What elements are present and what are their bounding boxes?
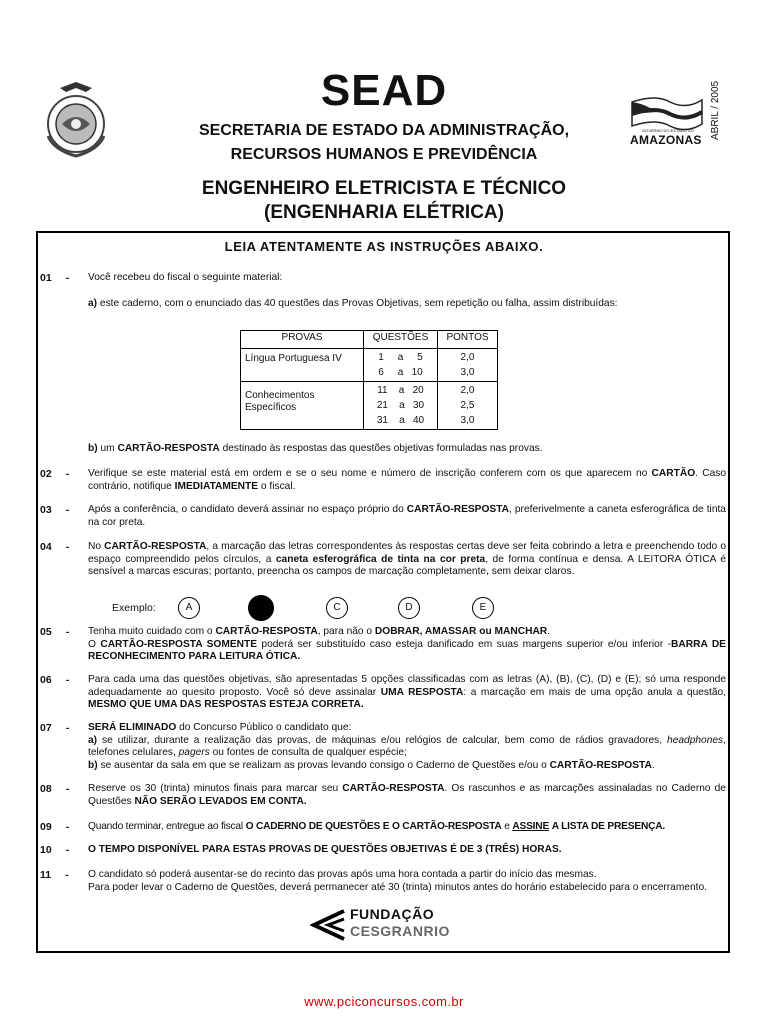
item-04-text: No CARTÃO-RESPOSTA, a marcação das letras correspondentes às respostas certas deve ser feita cobrindo a letra e preenchendo todo o espaço compreendido pelos círculos, a caneta esferográfica de tinta na cor preta, de forma contínua e densa. A LEITORA ÓTICA é sensível a marcas escuras; portanto, preencha os campos de marcação completamente, sem deixar claros. xyxy=(88,541,727,578)
exam-title-line1: ENGENHEIRO ELETRICISTA E TÉCNICO xyxy=(201,178,567,199)
header xyxy=(0,0,768,232)
org-acronym: SEAD xyxy=(320,66,448,115)
secretaria-line2: RECURSOS HUMANOS E PREVIDÊNCIA xyxy=(230,146,538,163)
table-cell-pontos: 2,0 2,5 3,0 xyxy=(438,382,498,430)
example-bubble-d: D xyxy=(398,597,420,619)
item-01a-text: este caderno, com o enunciado das 40 questões das Provas Objetivas, sem repetição ou falha, assim distribuídas: xyxy=(99,298,618,309)
footer-url[interactable]: www.pciconcursos.com.br xyxy=(304,994,464,1009)
table-cell-prova: Língua Portuguesa IV xyxy=(241,349,364,382)
table-header-pontos: PONTOS xyxy=(438,331,498,349)
item-01a-label: a) xyxy=(88,298,98,309)
example-label: Exemplo: xyxy=(112,602,156,614)
item-number-01: 01 - xyxy=(40,272,70,284)
item-01b: b) um CARTÃO-RESPOSTA destinado às respostas das questões objetivas formuladas nas provas. xyxy=(88,443,543,454)
item-11-text: O candidato só poderá ausentar-se do recinto das provas após uma hora contada a partir do início das mesmas. Para poder levar o Caderno de Questões, deverá permanecer até 30 (trinta) minutos antes do horário estabelecido para o encerramento. xyxy=(88,869,707,893)
item-number-10: 10 - xyxy=(40,844,70,856)
fundacao-name-line1: FUNDAÇÃO xyxy=(350,906,435,922)
secretaria-line1: SECRETARIA DE ESTADO DA ADMINISTRAÇÃO, xyxy=(198,122,570,139)
item-03-text: Após a conferência, o candidato deverá assinar no espaço próprio do CARTÃO-RESPOSTA, preferivelmente a caneta esferográfica de tinta na cor preta. xyxy=(88,504,726,528)
fundacao-logo-icon xyxy=(310,907,346,943)
item-number-04: 04 - xyxy=(40,541,70,553)
table-cell-questoes: 1 a 5 6 a 10 xyxy=(364,349,438,382)
table-cell-prova: Conhecimentos Específicos xyxy=(241,382,364,430)
fundacao-name-line2: CESGRANRIO xyxy=(350,923,450,939)
item-10-text: O TEMPO DISPONÍVEL PARA ESTAS PROVAS DE QUESTÕES OBJETIVAS É DE 3 (TRÊS) HORAS. xyxy=(88,844,562,855)
gov-state-name: AMAZONAS xyxy=(630,133,702,147)
example-bubble-a: A xyxy=(178,597,200,619)
item-02-text: Verifique se este material está em ordem e se o seu nome e número de inscrição conferem com os que aparecem no CARTÃO. Caso contrário, notifique IMEDIATAMENTE o fiscal. xyxy=(88,468,726,492)
item-07-text: SERÁ ELIMINADO do Concurso Público o candidato que: a) se utilizar, durante a realização das provas, de máquinas e/ou relógios de calcular, bem como de rádios gravadores, headphones, telefones celulares, pagers ou fontes de consulta de qualquer espécie; b) se ausentar da sala em que se realizam as provas levando consigo o Caderno de Questões e/ou o CARTÃO-RESPOSTA. xyxy=(88,722,726,771)
item-09-text: Quando terminar, entregue ao fiscal O CADERNO DE QUESTÕES E O CARTÃO-RESPOSTA e ASSINE A LISTA DE PRESENÇA. xyxy=(88,821,666,832)
item-number-05: 05 - xyxy=(40,626,70,638)
table-cell-pontos: 2,0 3,0 xyxy=(438,349,498,382)
item-number-02: 02 - xyxy=(40,468,70,480)
item-05-text: Tenha muito cuidado com o CARTÃO-RESPOSTA, para não o DOBRAR, AMASSAR ou MANCHAR. O CARTÃO-RESPOSTA SOMENTE poderá ser substituído caso esteja danificado em suas margens superior e/ou inferior -BARRA DE RECONHECIMENTO PARA LEITURA ÓTICA. xyxy=(88,626,726,663)
table-header-questoes: QUESTÕES xyxy=(364,331,438,349)
exam-date: ABRIL / 2005 xyxy=(710,80,721,140)
item-06-text: Para cada uma das questões objetivas, são apresentadas 5 opções classificadas com as letras (A), (B), (C), (D) e (E); só uma responde adequadamente ao quesito proposto. Você só deve assinalar UMA RESPOSTA: a marcação em mais de uma opção anula a questão, MESMO QUE UMA DAS RESPOSTAS ESTEJA CORRETA. xyxy=(88,674,726,711)
item-number-08: 08 - xyxy=(40,783,70,795)
item-01-text: Você recebeu do fiscal o seguinte material: xyxy=(88,272,283,283)
table-row xyxy=(241,349,498,382)
item-number-09: 09 - xyxy=(40,821,70,833)
item-01a xyxy=(88,298,726,311)
gov-label: GOVERNO DO ESTADO DO xyxy=(642,128,694,133)
exam-distribution-table xyxy=(240,330,498,430)
item-number-11: 11 - xyxy=(40,869,69,881)
item-number-07: 07 - xyxy=(40,722,70,734)
item-number-03: 03 - xyxy=(40,504,70,516)
example-bubble-e: E xyxy=(472,597,494,619)
exam-title-line2: (ENGENHARIA ELÉTRICA) xyxy=(264,202,504,223)
table-header-provas: PROVAS xyxy=(241,331,364,349)
table-cell-questoes: 11 a 20 21 a 30 31 a 40 xyxy=(364,382,438,430)
instructions-title: LEIA ATENTAMENTE AS INSTRUÇÕES ABAIXO. xyxy=(224,239,544,254)
example-bubble-filled xyxy=(248,595,274,621)
example-bubble-c: C xyxy=(326,597,348,619)
item-08-text: Reserve os 30 (trinta) minutos finais para marcar seu CARTÃO-RESPOSTA. Os rascunhos e as marcações assinaladas no Caderno de Questões NÃO SERÃO LEVADOS EM CONTA. xyxy=(88,783,726,807)
item-number-06: 06 - xyxy=(40,674,70,686)
table-row xyxy=(241,382,498,430)
